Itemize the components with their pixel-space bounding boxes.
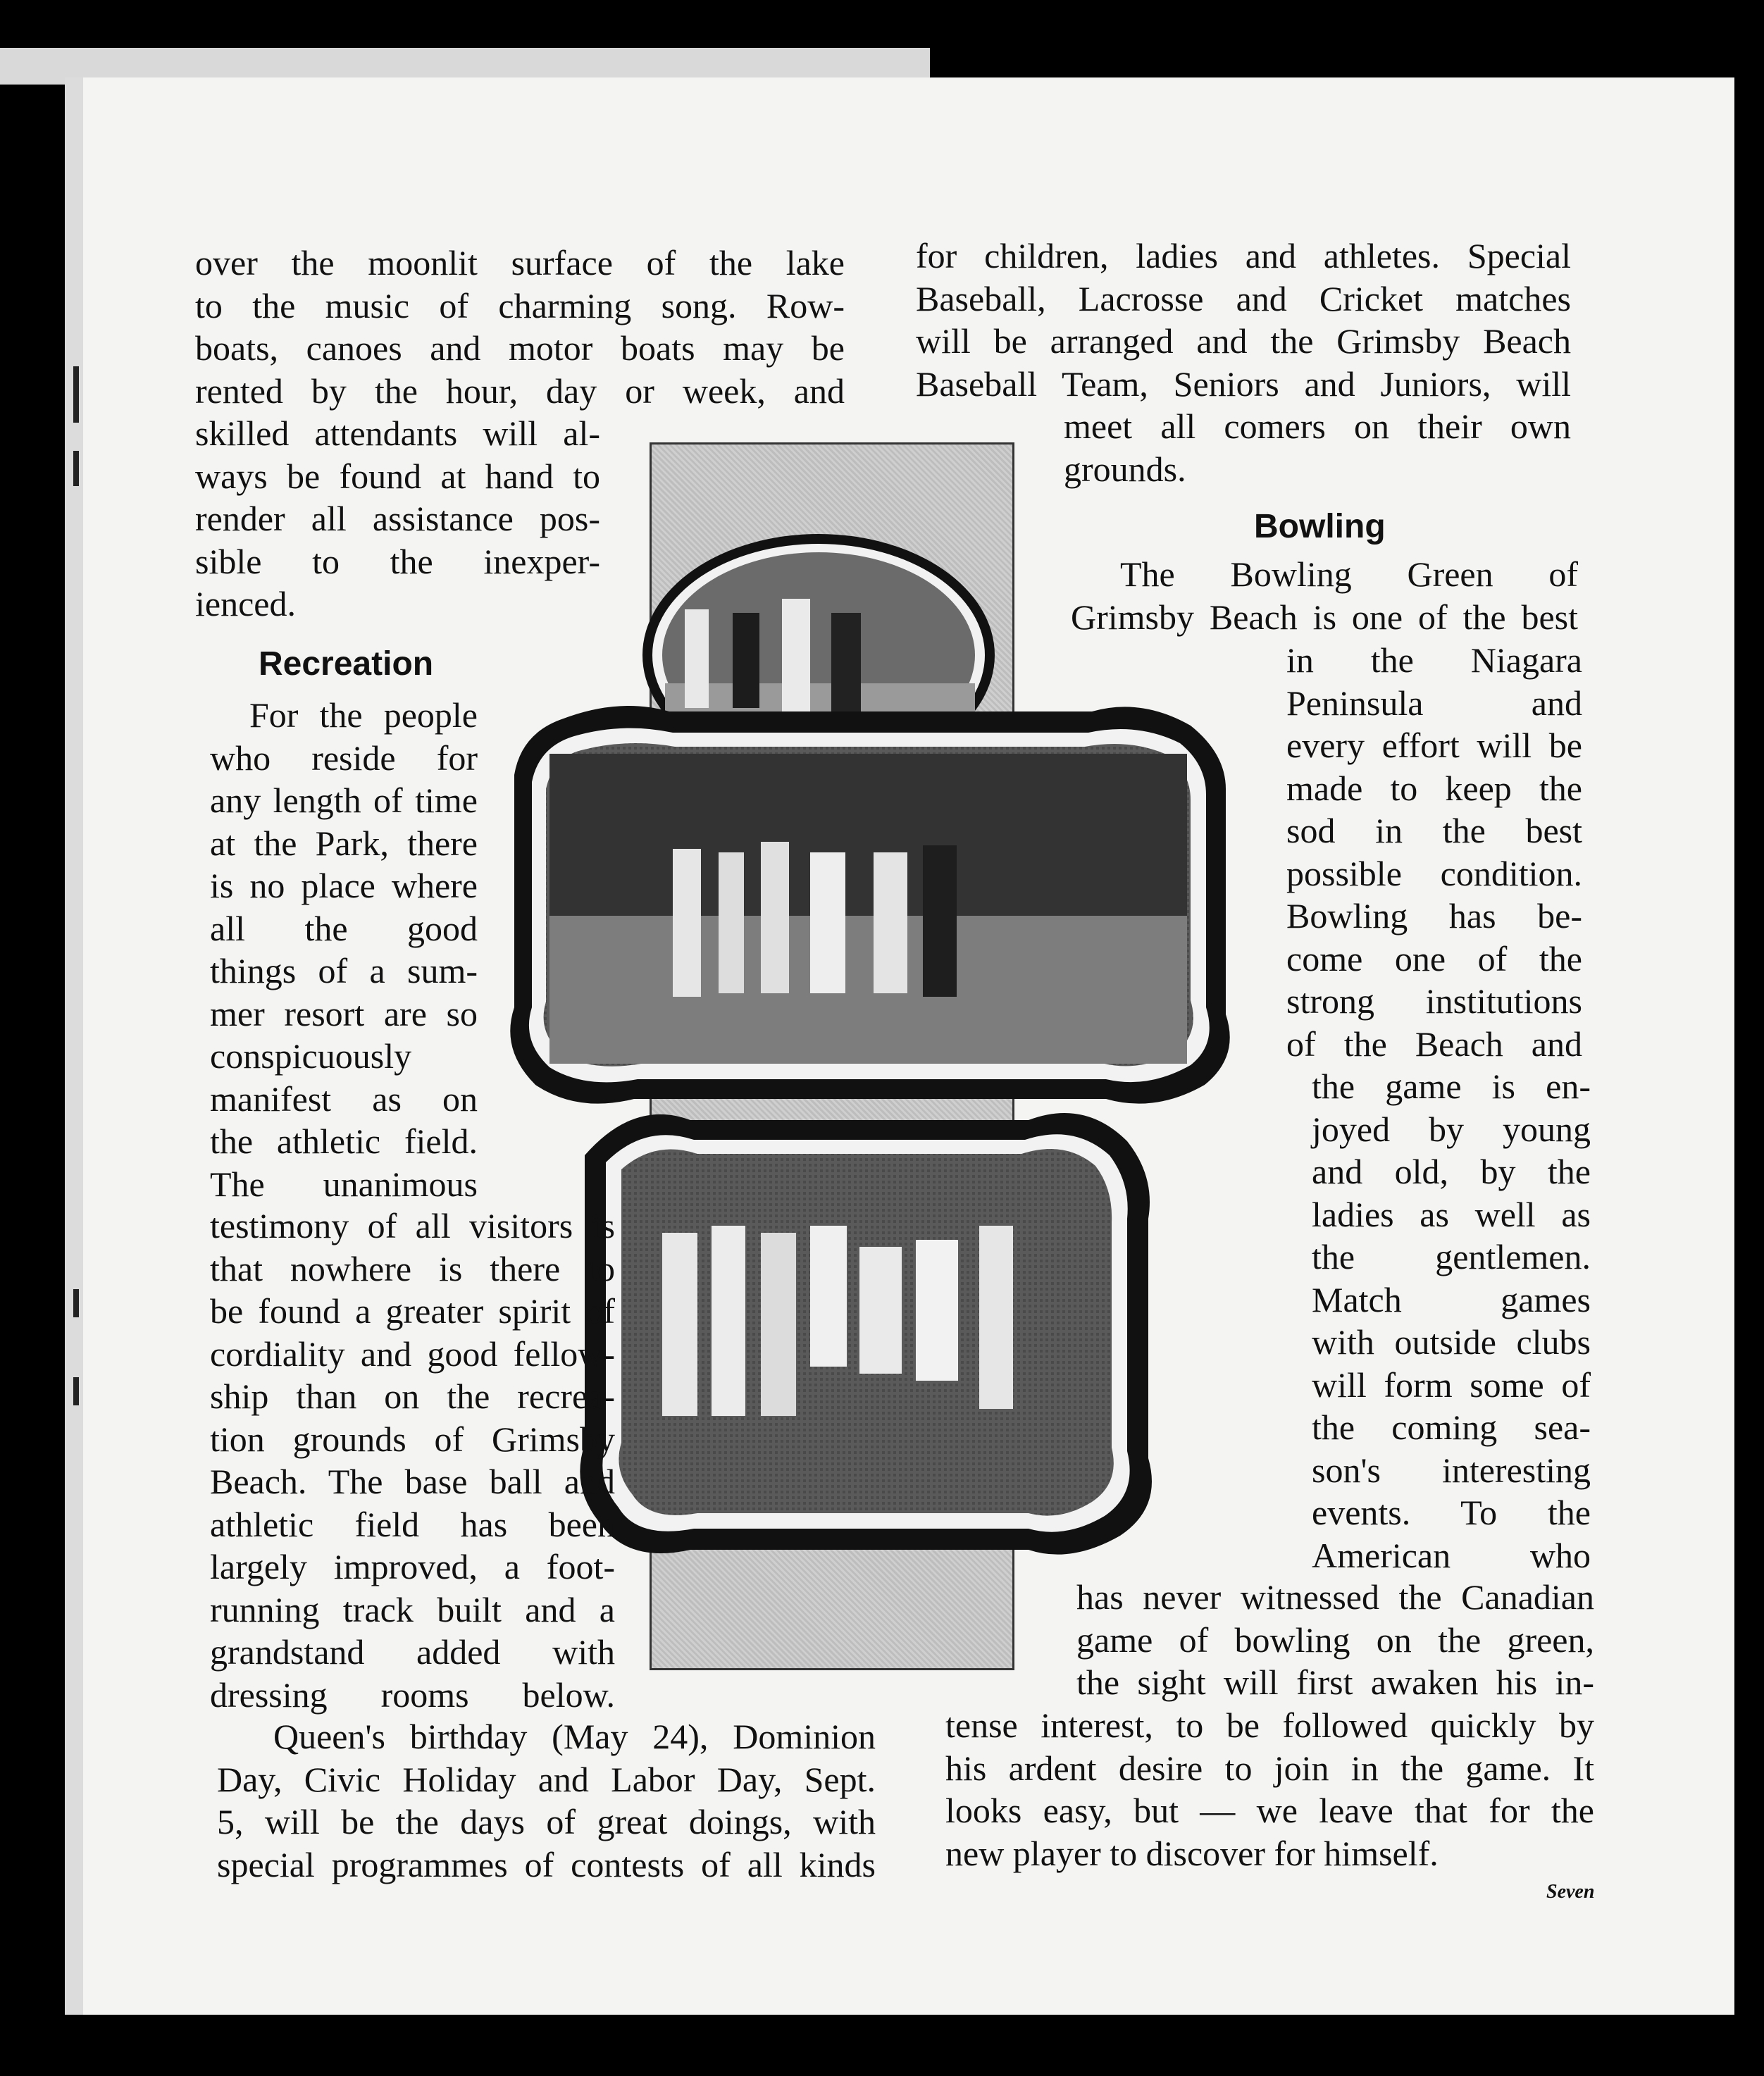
text-line: the gentlemen.: [1312, 1237, 1591, 1276]
text-line: made to keep the: [1286, 768, 1582, 808]
text-line: at the Park, there: [210, 823, 478, 863]
text-line: meet all comers on their own: [1064, 406, 1571, 446]
text-line: sible to the inexper-: [195, 541, 600, 581]
text-line: ship than on the recrea-: [210, 1376, 615, 1416]
text-line: manifest as on: [210, 1079, 478, 1119]
text-line: the coming sea-: [1312, 1407, 1591, 1447]
text-line: 5, will be the days of great doings, with: [217, 1802, 876, 1841]
text-line: and old, by the: [1312, 1152, 1591, 1191]
text-line: Day, Civic Holiday and Labor Day, Sept.: [217, 1759, 876, 1799]
text-line: testimony of all visitors is: [210, 1206, 615, 1245]
text-line: for children, ladies and athletes. Special: [916, 236, 1571, 275]
text-line: any length of time: [210, 781, 478, 820]
text-line: every effort will be: [1286, 726, 1582, 765]
text-line: Baseball Team, Seniors and Juniors, will: [916, 363, 1571, 404]
text-line: strong institutions: [1286, 981, 1582, 1021]
text-line: tion grounds of Grimsby: [210, 1419, 615, 1459]
text-line: to the music of charming song. Row-: [195, 285, 845, 325]
text-line: skilled attendants will al-: [195, 414, 600, 453]
text-line: joyed by young: [1312, 1109, 1591, 1149]
bowling-paragraph-mid: [1076, 1576, 1594, 1704]
text-line: dressing rooms below.: [210, 1674, 615, 1715]
page-number: Seven: [1546, 1881, 1595, 1903]
edge-mark: [73, 1377, 79, 1405]
text-line: be found a greater spirit of: [210, 1291, 615, 1331]
text-line: render all assistance pos-: [195, 499, 600, 538]
text-line: will be arranged and the Grimsby Beach: [916, 321, 1571, 361]
holiday-paragraph: [217, 1715, 876, 1886]
bowling-paragraph-narrow-2: [1312, 1065, 1591, 1577]
text-line: son's interesting: [1312, 1450, 1591, 1490]
text-line: rented by the hour, day or week, and: [195, 371, 845, 411]
text-line: ways be found at hand to: [195, 456, 600, 496]
right-intro-paragraph: [916, 235, 1571, 405]
text-line: possible condition.: [1286, 853, 1582, 893]
text-line: Match games: [1312, 1279, 1591, 1319]
right-intro-paragraph-narrow: [1064, 405, 1571, 490]
text-line: American who: [1312, 1535, 1591, 1575]
text-line: running track built and a: [210, 1589, 615, 1629]
text-line: tense interest, to be followed quickly by: [945, 1705, 1594, 1745]
text-line: The unanimous: [210, 1164, 478, 1204]
text-line: will form some of: [1312, 1365, 1591, 1405]
left-intro-paragraph-narrow: [195, 412, 600, 626]
text-line: looks easy, but — we leave that for the: [945, 1791, 1594, 1830]
text-line: For the people: [249, 695, 478, 735]
text-line: special programmes of contests of all kinds: [217, 1844, 876, 1884]
text-line: grounds.: [1064, 449, 1186, 489]
edge-mark: [73, 366, 79, 423]
text-line: new player to discover for himself.: [945, 1833, 1439, 1873]
ladies-group-photo: [580, 1113, 1152, 1555]
text-line: Baseball, Lacrosse and Cricket matches: [916, 278, 1571, 318]
text-line: things of a sum-: [210, 951, 478, 990]
bowling-paragraph-narrow: [1286, 639, 1582, 1065]
bowling-paragraph-bottom: [945, 1704, 1594, 1875]
text-line: all the good: [210, 908, 478, 948]
text-line: that nowhere is there to: [210, 1248, 615, 1288]
recreation-paragraph-wide: [210, 1205, 615, 1716]
text-line: athletic field has been: [210, 1504, 615, 1544]
edge-mark: [73, 1289, 79, 1317]
recreation-paragraph-narrow: [210, 694, 478, 1205]
text-line: with outside clubs: [1312, 1322, 1591, 1362]
recreation-heading: Recreation: [259, 645, 434, 683]
text-line: largely improved, a foot-: [210, 1547, 615, 1586]
text-line: ienced.: [195, 584, 296, 623]
text-line: in the Niagara: [1286, 640, 1582, 680]
text-line: the game is en-: [1312, 1067, 1591, 1106]
text-line: Beach. The base ball and: [210, 1462, 615, 1501]
text-line: the sight will first awaken his in-: [1076, 1662, 1594, 1702]
text-line: conspicuously: [210, 1036, 412, 1076]
text-line: grandstand added with: [210, 1632, 615, 1672]
text-line: cordiality and good fellow-: [210, 1334, 615, 1374]
text-line: mer resort are so: [210, 993, 478, 1033]
text-line: who reside for: [210, 738, 478, 778]
text-line: over the moonlit surface of the lake: [195, 243, 845, 282]
text-line: The Bowling Green of: [1120, 554, 1578, 594]
bowling-paragraph-top: [1071, 553, 1578, 638]
text-line: game of bowling on the green,: [1076, 1620, 1594, 1660]
text-line: is no place where: [210, 866, 478, 905]
text-line: has never witnessed the Canadian: [1076, 1577, 1594, 1617]
text-line: Peninsula and: [1286, 683, 1582, 723]
text-line: Grimsby Beach is one of the best: [1071, 597, 1578, 637]
edge-mark: [73, 451, 79, 486]
text-line: Bowling has be-: [1286, 896, 1582, 936]
text-line: events. To the: [1312, 1493, 1591, 1532]
text-line: ladies as well as: [1312, 1194, 1591, 1234]
text-line: Queen's birthday (May 24), Dominion: [273, 1717, 876, 1756]
text-line: his ardent desire to join in the game. It: [945, 1748, 1594, 1788]
text-line: sod in the best: [1286, 811, 1582, 850]
text-line: come one of the: [1286, 938, 1582, 978]
bowling-heading: Bowling: [1254, 508, 1386, 545]
text-line: the athletic field.: [210, 1121, 478, 1161]
text-line: boats, canoes and motor boats may be: [195, 328, 845, 368]
left-intro-paragraph: [195, 242, 845, 412]
text-line: of the Beach and: [1286, 1024, 1582, 1064]
lawn-bowlers-photo: [510, 706, 1229, 1104]
